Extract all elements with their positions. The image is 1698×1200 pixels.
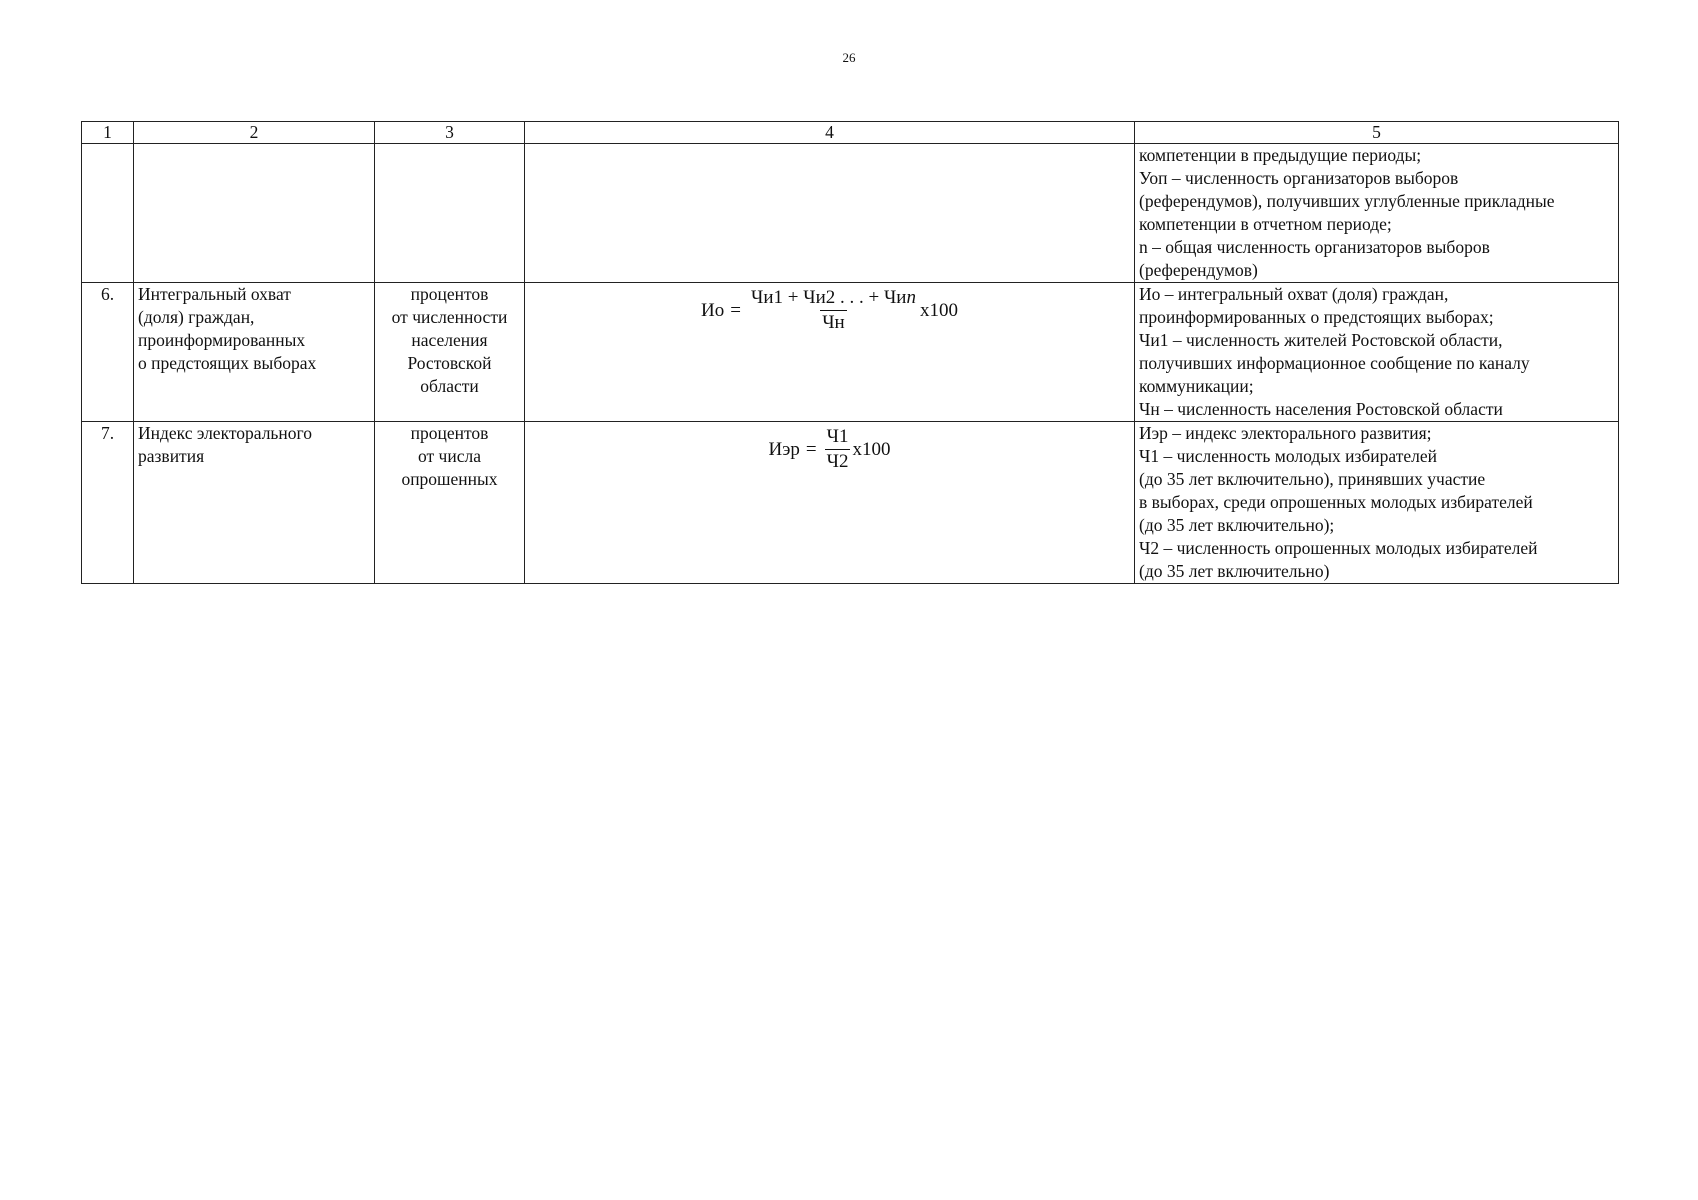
desc-line: (до 35 лет включительно), принявших участие bbox=[1139, 469, 1486, 489]
name-line: о предстоящих выборах bbox=[138, 353, 317, 373]
formula-numerator: Ч1 bbox=[826, 426, 849, 447]
indicator-name bbox=[134, 422, 375, 584]
cell-description bbox=[1135, 422, 1619, 584]
formula-ier bbox=[769, 426, 891, 473]
name-line: (доля) граждан, bbox=[138, 307, 255, 327]
cell-description bbox=[1135, 283, 1619, 422]
unit-line: процентов bbox=[410, 284, 489, 304]
desc-line: Чн – численность населения Ростовской области bbox=[1139, 399, 1503, 419]
cell-description bbox=[1135, 144, 1619, 283]
cell-unit bbox=[375, 144, 525, 283]
formula-fraction bbox=[825, 426, 851, 473]
formula-lhs: Иэр bbox=[768, 439, 800, 460]
desc-line: (до 35 лет включительно); bbox=[1139, 515, 1335, 535]
formula-cell bbox=[525, 283, 1135, 422]
row-number: 6. bbox=[82, 283, 134, 422]
header-row bbox=[82, 122, 1619, 144]
numerator-main: Чи1 + Чи2 . . . + Чи bbox=[750, 287, 907, 308]
desc-line: (референдумов), получивших углубленные прикладные bbox=[1139, 191, 1555, 211]
indicator-table bbox=[81, 121, 1619, 584]
page-number: 26 bbox=[842, 50, 856, 65]
indicator-name bbox=[134, 283, 375, 422]
desc-line: n – общая численность организаторов выборов bbox=[1139, 237, 1490, 257]
cell-formula bbox=[525, 144, 1135, 283]
desc-line: (до 35 лет включительно) bbox=[1139, 561, 1330, 581]
unit-line: населения bbox=[411, 330, 488, 350]
unit-line: процентов bbox=[410, 423, 489, 443]
desc-line: Уоп – численность организаторов выборов bbox=[1139, 168, 1459, 188]
desc-line: компетенции в отчетном периоде; bbox=[1139, 214, 1392, 234]
formula-multiplier: x100 bbox=[852, 439, 891, 460]
formula-denominator: Ч2 bbox=[826, 451, 849, 472]
formula-equals: = bbox=[805, 439, 817, 460]
name-line: Интегральный охват bbox=[138, 284, 291, 304]
cell-name bbox=[134, 144, 375, 283]
table-row-7 bbox=[82, 422, 1619, 584]
formula-equals: = bbox=[730, 300, 741, 321]
header-col-1: 1 bbox=[82, 122, 134, 144]
name-line: проинформированных bbox=[138, 330, 306, 350]
desc-line: коммуникации; bbox=[1139, 376, 1254, 396]
unit-line: области bbox=[420, 376, 479, 396]
desc-line: компетенции в предыдущие периоды; bbox=[1139, 145, 1422, 165]
cell-num bbox=[82, 144, 134, 283]
desc-line: Иэр – индекс электорального развития; bbox=[1139, 423, 1432, 443]
header-col-2: 2 bbox=[134, 122, 375, 144]
formula-fraction bbox=[749, 287, 918, 334]
formula-denominator: Чн bbox=[822, 312, 845, 333]
desc-line: в выборах, среди опрошенных молодых избирателей bbox=[1139, 492, 1533, 512]
desc-line: проинформированных о предстоящих выборах; bbox=[1139, 307, 1494, 327]
unit-line: опрошенных bbox=[401, 469, 498, 489]
unit-of-measure bbox=[375, 422, 525, 584]
formula-numerator bbox=[749, 287, 918, 310]
desc-line: Ч2 – численность опрошенных молодых избирателей bbox=[1139, 538, 1538, 558]
unit-line: от числа bbox=[418, 446, 481, 466]
unit-line: Ростовской bbox=[407, 353, 492, 373]
desc-line: (референдумов) bbox=[1139, 260, 1258, 280]
desc-line: Ч1 – численность молодых избирателей bbox=[1139, 446, 1437, 466]
numerator-var: n bbox=[906, 287, 916, 308]
row-number: 7. bbox=[82, 422, 134, 584]
table-row-continued bbox=[82, 144, 1619, 283]
unit-line: от численности bbox=[391, 307, 508, 327]
name-line: Индекс электорального bbox=[138, 423, 313, 443]
header-col-4: 4 bbox=[525, 122, 1135, 144]
formula-multiplier: x100 bbox=[919, 300, 958, 321]
header-col-3: 3 bbox=[375, 122, 525, 144]
header-col-5: 5 bbox=[1135, 122, 1619, 144]
table-row-6 bbox=[82, 283, 1619, 422]
formula-lhs: Ио bbox=[701, 300, 725, 321]
formula-cell bbox=[525, 422, 1135, 584]
desc-line: Ио – интегральный охват (доля) граждан, bbox=[1139, 284, 1449, 304]
unit-of-measure bbox=[375, 283, 525, 422]
formula-io bbox=[701, 287, 958, 334]
name-line: развития bbox=[138, 446, 205, 466]
desc-line: Чи1 – численность жителей Ростовской области, bbox=[1139, 330, 1503, 350]
desc-line: получивших информационное сообщение по каналу bbox=[1139, 353, 1530, 373]
